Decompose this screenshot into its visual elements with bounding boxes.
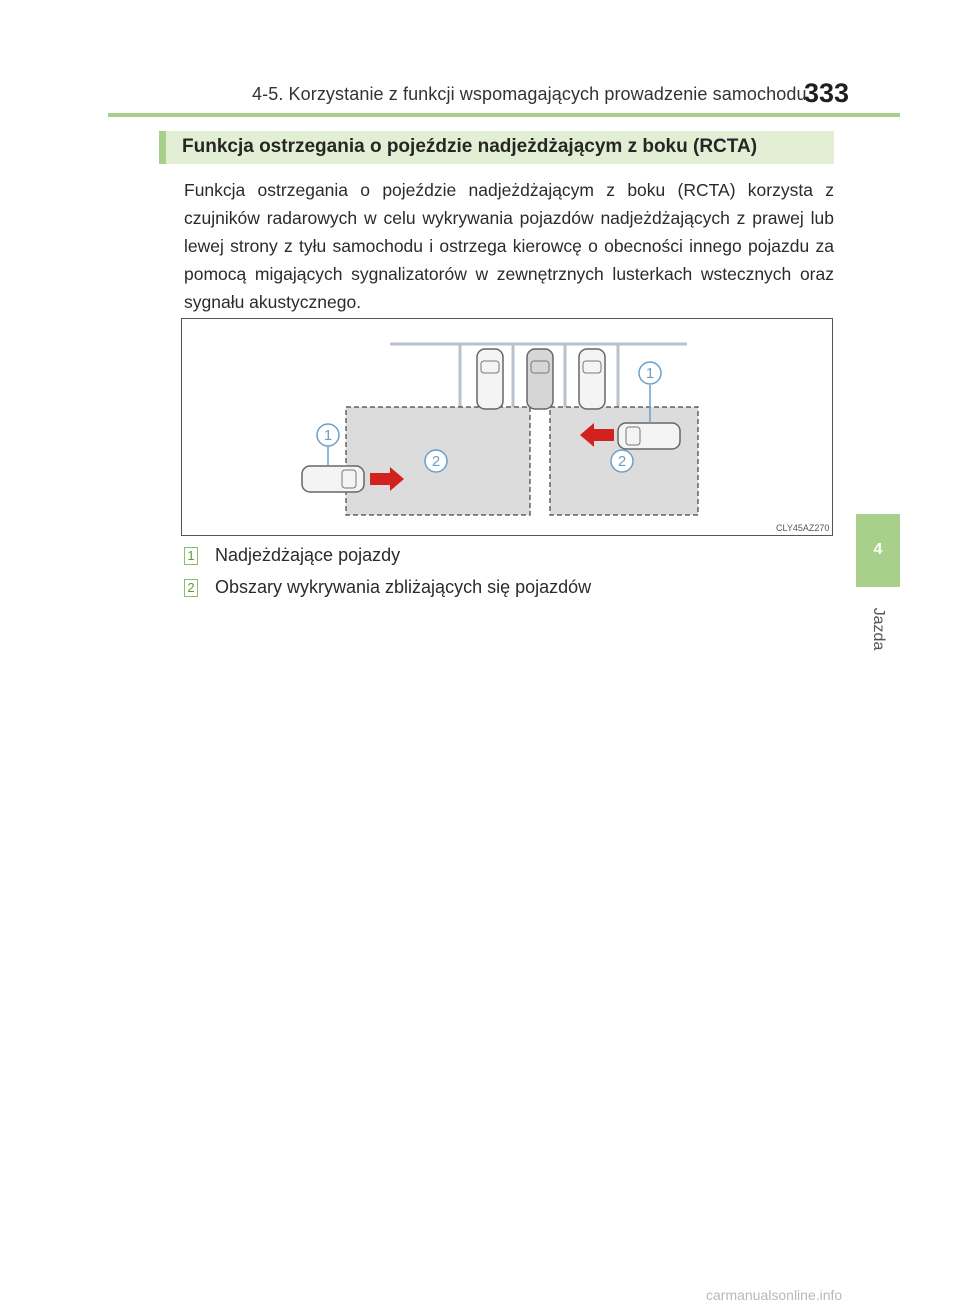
rcta-diagram-drawing (182, 319, 832, 535)
callout-number: 1 (645, 365, 655, 382)
section-heading-box (159, 131, 834, 164)
footer-watermark: carmanualsonline.info (706, 1287, 843, 1303)
header-rule (108, 113, 900, 117)
body-paragraph: Funkcja ostrzegania o pojeździe nadjeżdżającym z boku (RCTA) korzysta z czujników radarowych w celu wykrywania pojazdów nadjeżdżających z prawej lub lewej strony z tyłu samochodu i ostrzega kierowcę o obecności innego pojazdu za pomocą migających sygnalizatorów w zewnętrznych lusterkach wstecznych oraz sygnału akustycznego. (184, 180, 834, 312)
legend-text: Obszary wykrywania zbliżających się pojazdów (215, 577, 592, 597)
section-title: Funkcja ostrzegania o pojeździe nadjeżdżającym z boku (RCTA) (182, 136, 758, 157)
legend-number: 1 (184, 547, 198, 565)
callout-number: 2 (431, 453, 441, 470)
header-title: 4-5. Korzystanie z funkcji wspomagających prowadzenie samochodu (252, 84, 807, 104)
legend-item (184, 578, 784, 602)
chapter-tab (856, 514, 900, 587)
legend-number: 2 (184, 579, 198, 597)
figure-code: CLY45AZ270 (776, 523, 830, 533)
parked-car (579, 349, 605, 409)
parked-car (477, 349, 503, 409)
chapter-number: 4 (873, 541, 883, 558)
legend-text: Nadjeżdżające pojazdy (215, 545, 401, 565)
callout-number: 1 (323, 427, 333, 444)
own-car (527, 349, 553, 409)
parked-cars (477, 349, 605, 409)
chapter-label: Jazda (870, 607, 887, 651)
page-number: 333 (804, 78, 850, 108)
callout-number: 2 (617, 453, 627, 470)
legend-item (184, 546, 784, 570)
rcta-diagram (181, 318, 833, 536)
